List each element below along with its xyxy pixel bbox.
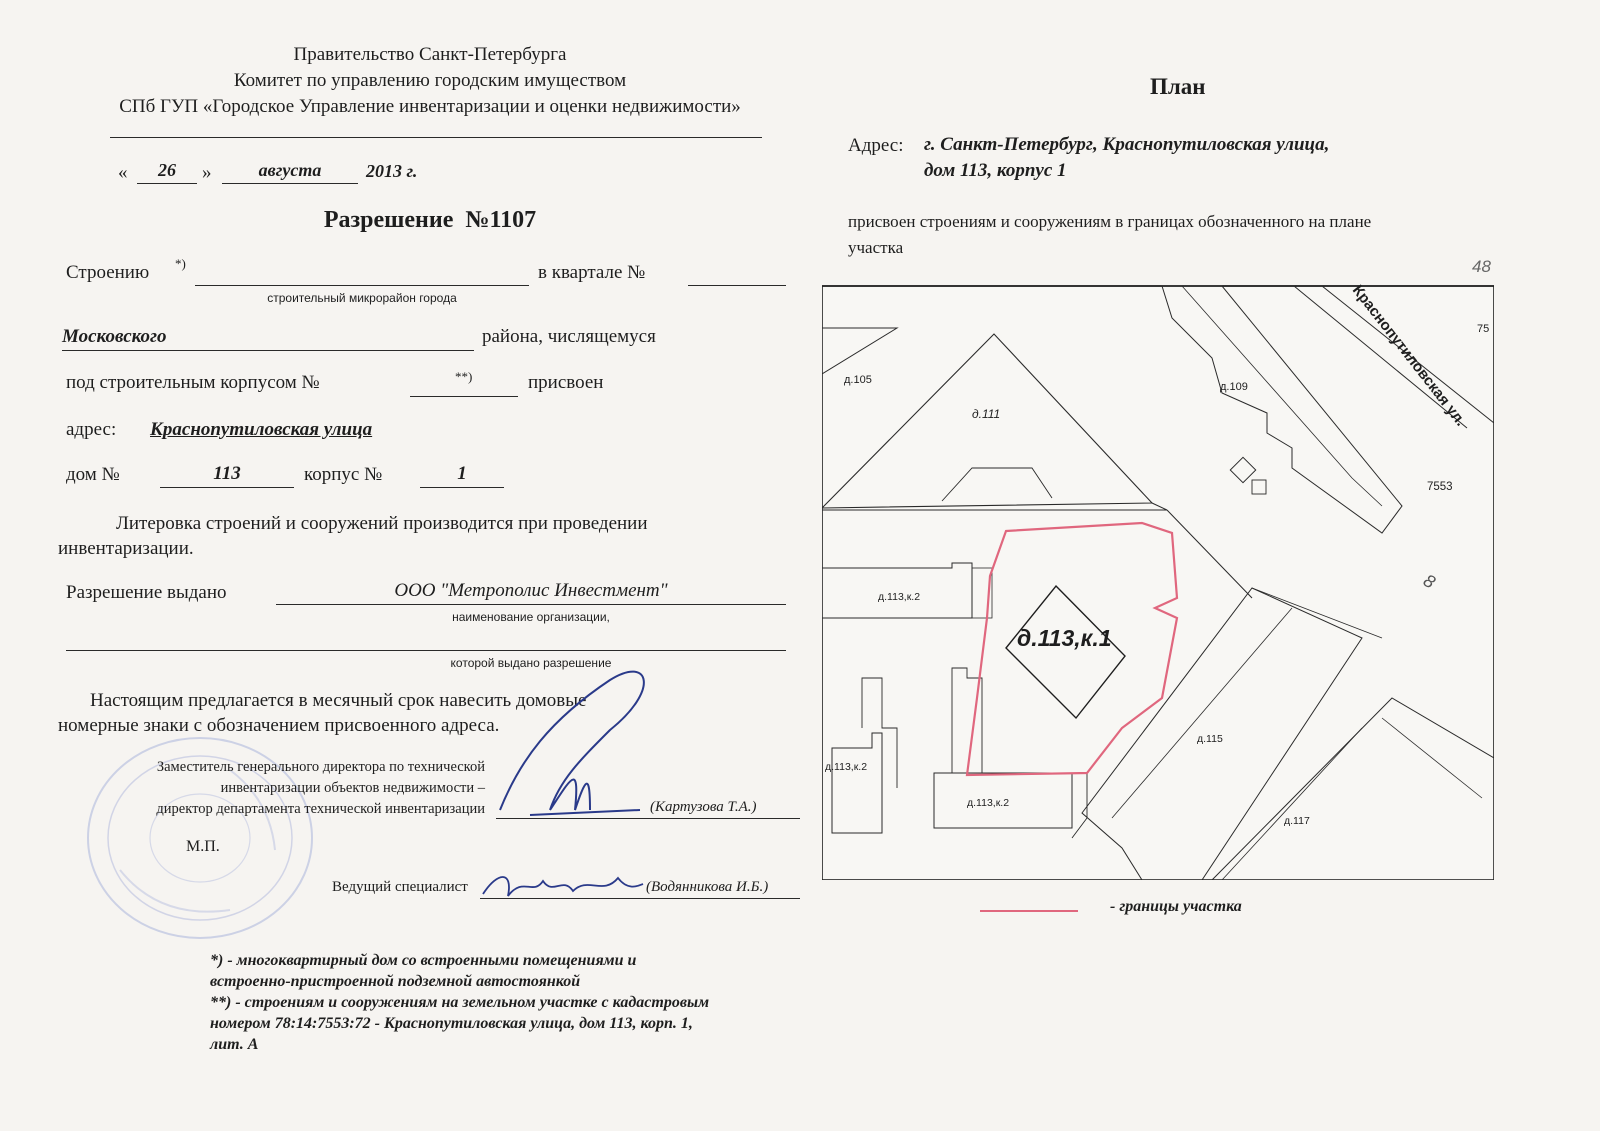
label-handwritten-8: 8 — [1420, 570, 1439, 593]
label-block-75: 75 — [1477, 323, 1490, 335]
specialist-signature-scribble — [478, 866, 648, 906]
footnote-2-line-1: **) - строениям и сооружениям на земельном участке с кадастровым — [210, 994, 710, 1011]
footnote-1-line-2: встроенно-пристроенной подземной автостоянкой — [210, 973, 581, 990]
quarter-line — [688, 285, 786, 286]
specialist-name: (Водянникова И.Б.) — [646, 879, 769, 895]
notice-text-2: номерные знаки с обозначением присвоенного адреса. — [58, 715, 500, 736]
plan-title: План — [1150, 74, 1206, 99]
notice-text-1: Настоящим предлагается в месячный срок навесить домовые — [90, 690, 587, 711]
issued-caption: которой выдано разрешение — [450, 656, 612, 670]
label-handwritten-48: 48 — [1472, 258, 1491, 276]
plan-address-line-1: г. Санкт-Петербург, Краснопутиловская улица, — [924, 134, 1330, 155]
specialist-label: Ведущий специалист — [332, 879, 468, 895]
date-close-quote: » — [202, 162, 212, 183]
building-footnote-mark: *) — [175, 256, 186, 271]
deputy-title-3: директор департамента технической инвентаризации — [156, 801, 485, 817]
label-block-7553: 7553 — [1427, 481, 1453, 493]
house-value: 113 — [213, 463, 241, 484]
deputy-title-1: Заместитель генерального директора по технической — [156, 759, 485, 775]
label-d113k2-b: д.113,к.2 — [825, 761, 868, 773]
corpus-label: под строительным корпусом № — [66, 372, 320, 393]
issued-line — [276, 604, 786, 605]
label-d113k2-a: д.113,к.2 — [878, 591, 921, 603]
site-plan-map — [822, 258, 1494, 880]
header-government: Правительство Санкт-Петербурга — [293, 44, 567, 65]
building-no-value: 1 — [457, 463, 467, 484]
date-day: 26 — [158, 160, 176, 180]
house-label: дом № — [66, 464, 120, 485]
assigned-label: присвоен — [528, 372, 604, 393]
date-day-line — [137, 183, 197, 184]
label-d115: д.115 — [1197, 733, 1223, 745]
address-label: адрес: — [66, 419, 117, 440]
district-label: района, числящемуся — [482, 326, 656, 347]
building-line — [195, 285, 529, 286]
permit-number: №1107 — [465, 207, 537, 233]
label-d117: д.117 — [1284, 815, 1310, 827]
address-value: Краснопутиловская улица — [150, 419, 373, 440]
corpus-line — [410, 396, 518, 397]
label-d109: д.109 — [1220, 381, 1248, 393]
seal-label: М.П. — [186, 838, 220, 855]
issued-line-2 — [66, 650, 786, 651]
label-d105: д.105 — [844, 374, 872, 386]
map-frame — [822, 286, 1494, 880]
plan-address-line-2: дом 113, корпус 1 — [924, 160, 1067, 181]
permit-title-word: Разрешение — [323, 207, 454, 233]
label-d111: д.111 — [972, 407, 1001, 421]
issued-value: ООО "Метрополис Инвестмент" — [394, 580, 668, 601]
date-month-line — [222, 183, 358, 184]
header-committee: Комитет по управлению городским имуществом — [233, 70, 627, 91]
plan-assigned-2: участка — [848, 238, 904, 257]
date-year: 2013 г. — [366, 161, 418, 181]
date-open-quote: « — [118, 162, 128, 183]
house-line — [160, 487, 294, 488]
deputy-title-2: инвентаризации объектов недвижимости – — [220, 780, 485, 796]
specialist-signature-line — [480, 898, 800, 899]
header-organization: СПб ГУП «Городское Управление инвентаризации и оценки недвижимости» — [119, 96, 741, 117]
building-no-label: корпус № — [304, 464, 383, 485]
district-value: Московского — [62, 326, 167, 347]
lettering-text-2: инвентаризации. — [58, 538, 194, 559]
label-street: Краснопутиловская ул. — [1348, 281, 1470, 430]
legend-swatch — [980, 910, 1078, 912]
plan-assigned-1: присвоен строениям и сооружениям в границах обозначенного на плане — [848, 212, 1372, 231]
corpus-value: **) — [455, 369, 473, 384]
building-no-line — [420, 487, 504, 488]
deputy-name: (Картузова Т.А.) — [650, 799, 757, 815]
district-line — [62, 350, 474, 351]
footnote-2-line-2: номером 78:14:7553:72 - Краснопутиловская улица, дом 113, корп. 1, — [210, 1015, 693, 1032]
permit-title — [60, 207, 800, 234]
org-caption: наименование организации, — [452, 610, 610, 624]
header-divider — [110, 137, 762, 138]
quarter-label: в квартале № — [538, 262, 646, 283]
legend-text: - границы участка — [1110, 898, 1242, 915]
footnote-2-line-3: лит. А — [210, 1036, 259, 1053]
label-main-building: д.113,к.1 — [1017, 625, 1112, 651]
plan-address-label: Адрес: — [848, 135, 904, 156]
building-label: Строению — [66, 262, 150, 283]
issued-label: Разрешение выдано — [66, 582, 227, 603]
label-d113k2-c: д.113,к.2 — [967, 797, 1010, 809]
date-month: августа — [258, 160, 322, 180]
footnote-1-line-1: *) - многоквартирный дом со встроенными помещениями и — [210, 952, 637, 969]
building-caption: строительный микрорайон города — [267, 291, 457, 305]
lettering-text-1: Литеровка строений и сооружений производится при проведении — [116, 513, 648, 534]
deputy-signature-scribble — [490, 660, 680, 830]
